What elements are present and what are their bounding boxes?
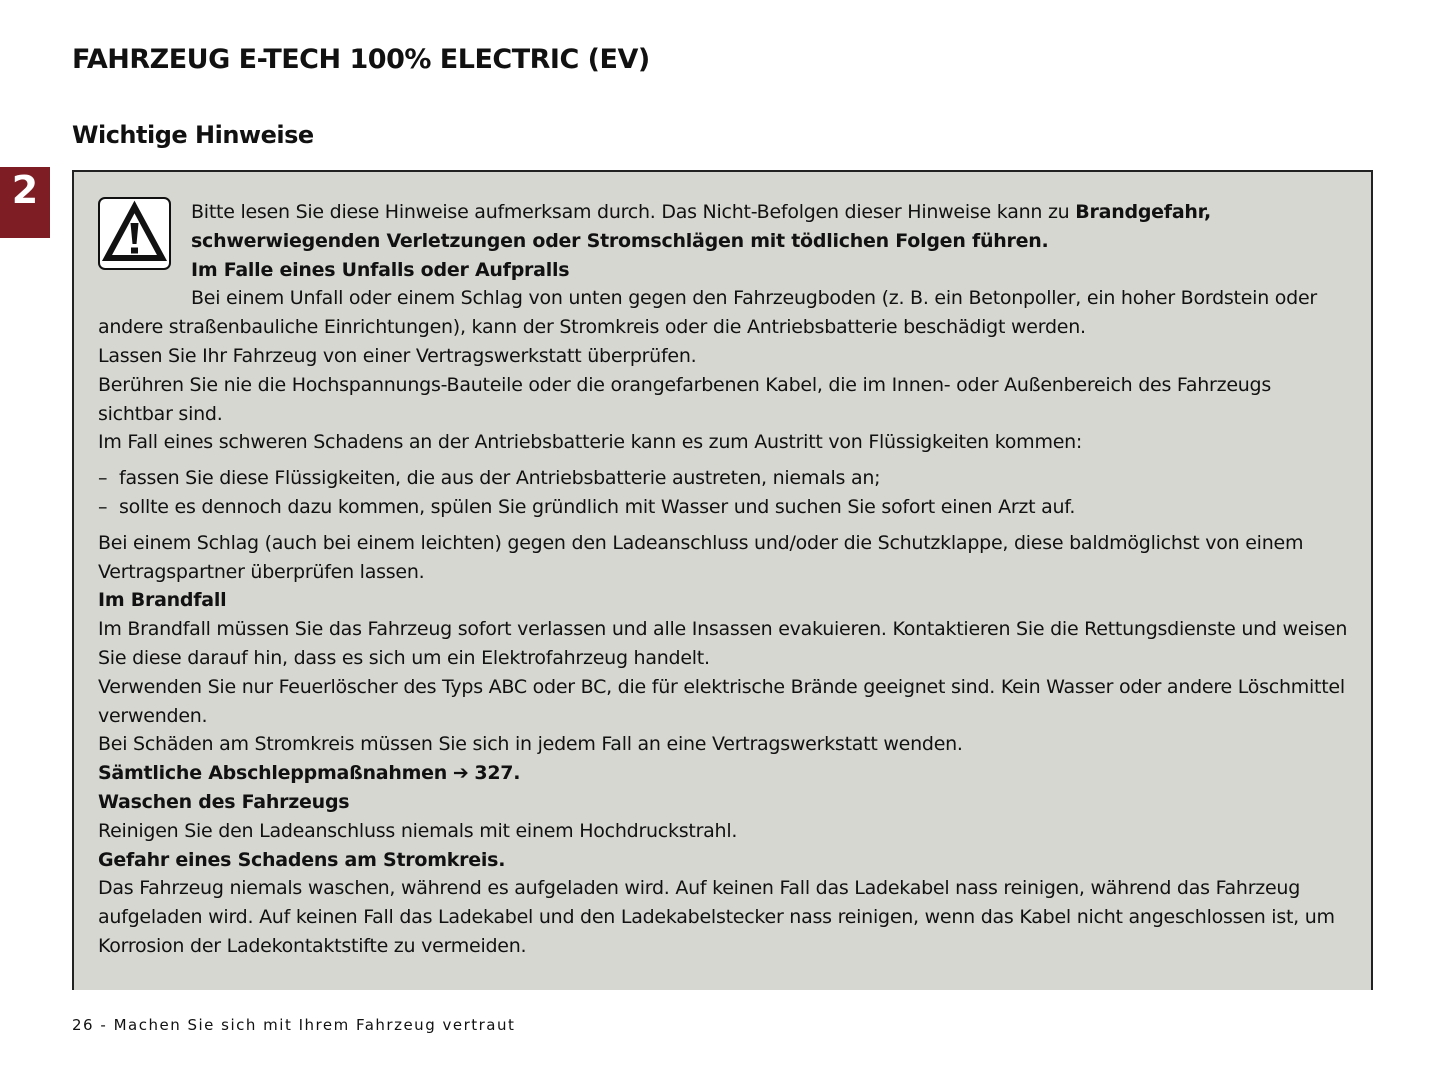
list-item-text: sollte es dennoch dazu kommen, spülen Sie gründlich mit Wasser und suchen Sie sofort einen Arzt auf. bbox=[119, 495, 1076, 518]
arrow-right-icon: ➔ bbox=[452, 762, 469, 785]
damage-heading: Gefahr eines Schadens am Stromkreis. bbox=[98, 848, 506, 871]
fire-paragraph: Bei Schäden am Stromkreis müssen Sie sich in jedem Fall an eine Vertragswerkstatt wenden. bbox=[98, 733, 963, 756]
accident-paragraph: Lassen Sie Ihr Fahrzeug von einer Vertragswerkstatt überprüfen. bbox=[98, 344, 697, 367]
list-item bbox=[98, 464, 1351, 493]
intro-text: Bitte lesen Sie diese Hinweise aufmerksam durch. Das Nicht-Befolgen dieser Hinweise kann zu bbox=[191, 201, 1076, 223]
warning-box bbox=[72, 170, 1373, 990]
liquid-list bbox=[98, 464, 1351, 522]
accident-paragraph: Bei einem Schlag (auch bei einem leichten) gegen den Ladeanschluss und/oder die Schutzklappe, diese baldmöglichst von einem Vertragspartner überprüfen lassen. bbox=[98, 531, 1304, 583]
wash-paragraph: Reinigen Sie den Ladeanschluss niemals mit einem Hochdruckstrahl. bbox=[98, 819, 738, 842]
list-dash: – bbox=[98, 495, 108, 518]
section-title: Wichtige Hinweise bbox=[72, 121, 314, 149]
footer-separator: - bbox=[100, 1016, 108, 1034]
towing-text: Sämtliche Abschleppmaßnahmen bbox=[98, 762, 448, 785]
page-number: 26 bbox=[72, 1016, 95, 1034]
accident-heading: Im Falle eines Unfalls oder Aufpralls bbox=[191, 258, 570, 281]
accident-paragraph: Im Fall eines schweren Schadens an der Antriebsbatterie kann es zum Austritt von Flüssigkeiten kommen: bbox=[98, 431, 1083, 454]
intro-bold-text: Brandgefahr, schwerwiegenden Verletzungen oder Stromschlägen mit tödlichen Folgen führen. bbox=[191, 201, 1211, 252]
list-dash: – bbox=[98, 467, 108, 490]
list-item bbox=[98, 493, 1351, 522]
chapter-tab bbox=[0, 167, 50, 238]
fire-paragraph: Verwenden Sie nur Feuerlöscher des Typs ABC oder BC, die für elektrische Brände geeignet sind. Kein Wasser oder andere Löschmittel verwenden. bbox=[98, 675, 1345, 727]
warning-intro bbox=[98, 198, 1351, 256]
page-title: FAHRZEUG E-TECH 100% ELECTRIC (EV) bbox=[72, 44, 650, 75]
fire-paragraph: Im Brandfall müssen Sie das Fahrzeug sofort verlassen und alle Insassen evakuieren. Kontaktieren Sie die Rettungsdienste und weisen Sie diese darauf hin, dass es sich um ein Elektrofahrzeug handelt. bbox=[98, 618, 1348, 669]
chapter-number: 2 bbox=[11, 168, 39, 212]
fire-heading: Im Brandfall bbox=[98, 589, 227, 612]
page-footer bbox=[72, 1014, 515, 1036]
list-item-text: fassen Sie diese Flüssigkeiten, die aus der Antriebsbatterie austreten, niemals an; bbox=[119, 467, 881, 490]
towing-page-link[interactable]: 327. bbox=[474, 762, 521, 785]
warning-text bbox=[98, 198, 1351, 961]
accident-paragraph: Bei einem Unfall oder einem Schlag von unten gegen den Fahrzeugboden (z. B. ein Betonpoller, ein hoher Bordstein oder andere straßenbauliche Einrichtungen), kann der Stromkreis oder die Antriebsbatterie beschädigt werden. bbox=[98, 287, 1317, 339]
towing-reference bbox=[98, 759, 1351, 788]
accident-paragraph: Berühren Sie nie die Hochspannungs-Bauteile oder die orangefarbenen Kabel, die im Innen- oder Außenbereich des Fahrzeugs sichtbar sind. bbox=[98, 373, 1272, 425]
damage-paragraph: Das Fahrzeug niemals waschen, während es aufgeladen wird. Auf keinen Fall das Ladekabel nass reinigen, während das Fahrzeug aufgeladen wird. Auf keinen Fall das Ladekabel und den Ladekabelstecker nass reinigen, wenn das Kabel nicht angeschlossen ist, um Korrosion der Ladekontaktstifte zu vermeiden. bbox=[98, 877, 1335, 957]
footer-chapter-title: Machen Sie sich mit Ihrem Fahrzeug vertraut bbox=[113, 1016, 516, 1034]
wash-heading: Waschen des Fahrzeugs bbox=[98, 790, 350, 813]
